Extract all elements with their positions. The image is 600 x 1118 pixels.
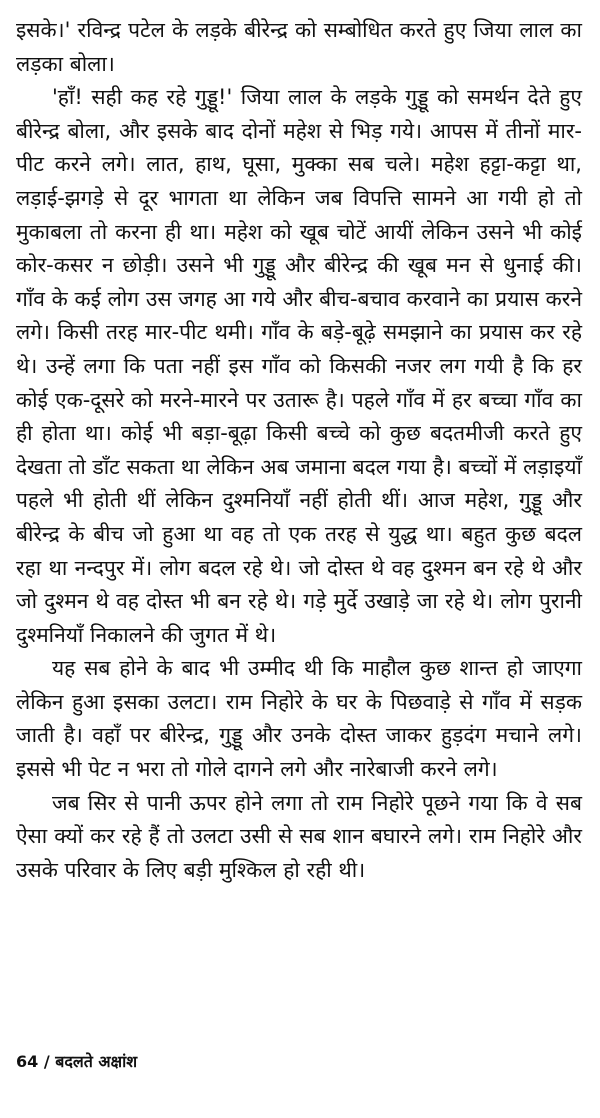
footer-separator: / — [38, 1052, 56, 1071]
body-text — [16, 14, 582, 887]
page-footer — [16, 1052, 137, 1072]
paragraph-aftermath: यह सब होने के बाद भी उम्मीद थी कि माहौल कुछ शान्त हो जाएगा लेकिन हुआ इसका उलटा। राम निहोरे के घर के पिछवाड़े से गाँव में सड़क जाती है। वहाँ पर बीरेन्द्र, गुड्डू और उनके दोस्त जाकर हुड़दंग मचाने लगे। इससे भी पेट न भरा तो गोले दागने लगे और नारेबाजी करने लगे। — [16, 656, 582, 782]
paragraph-continuation: इसके।' रविन्द्र पटेल के लड़के बीरेन्द्र को सम्बोधित करते हुए जिया लाल का लड़का बोला। — [16, 18, 582, 76]
page-number: 64 — [16, 1052, 39, 1071]
book-title: बदलते अक्षांश — [55, 1052, 138, 1071]
paragraph-ram-nihore: जब सिर से पानी ऊपर होने लगा तो राम निहोरे पूछने गया कि वे सब ऐसा क्यों कर रहे हैं तो उलटा उसी से सब शान बघारने लगे। राम निहोरे और उसके परिवार के लिए बड़ी मुश्किल हो रही थी। — [16, 790, 582, 882]
paragraph-fight: 'हाँ! सही कह रहे गुड्डू!' जिया लाल के लड़के गुड्डू को समर्थन देते हुए बीरेन्द्र बोला, और इसके बाद दोनों महेश से भिड़ गये। आपस में तीनों मार-पीट करने लगे। लात, हाथ, घूसा, मुक्का सब चले। महेश हट्टा-कट्टा था, लड़ाई-झगड़े से दूर भागता था लेकिन जब विपत्ति सामने आ गयी हो तो मुकाबला तो करना ही था। महेश को खूब चोटें आयीं लेकिन उसने भी कोई कोर-कसर न छोड़ी। उसने भी गुड्डू और बीरेन्द्र की खूब मन से धुनाई की। गाँव के कई लोग उस जगह आ गये और बीच-बचाव करवाने का प्रयास करने लगे। किसी तरह मार-पीट थमी। गाँव के बड़े-बूढ़े समझाने का प्रयास कर रहे थे। उन्हें लगा कि पता नहीं इस गाँव को किसकी नजर लग गयी है कि हर कोई एक-दूसरे को मरने-मारने पर उतारू है। पहले गाँव में हर बच्चा गाँव का ही होता था। कोई भी बड़ा-बूढ़ा किसी बच्चे को कुछ बदतमीजी करते हुए देखता तो डाँट सकता था लेकिन अब जमाना बदल गया है। बच्चों में लड़ाइयाँ पहले भी होती थीं लेकिन दुश्मनियाँ नहीं होती थीं। आज महेश, गुड्डू और बीरेन्द्र के बीच जो हुआ था वह तो एक तरह से युद्ध था। बहुत कुछ बदल रहा था नन्दपुर में। लोग बदल रहे थे। जो दोस्त थे वह दुश्मन बन रहे थे और जो दुश्मन थे वह दोस्त भी बन रहे थे। गड़े मुर्दे उखाड़े जा रहे थे। लोग पुरानी दुश्मनियाँ निकालने की जुगत में थे। — [16, 85, 582, 647]
